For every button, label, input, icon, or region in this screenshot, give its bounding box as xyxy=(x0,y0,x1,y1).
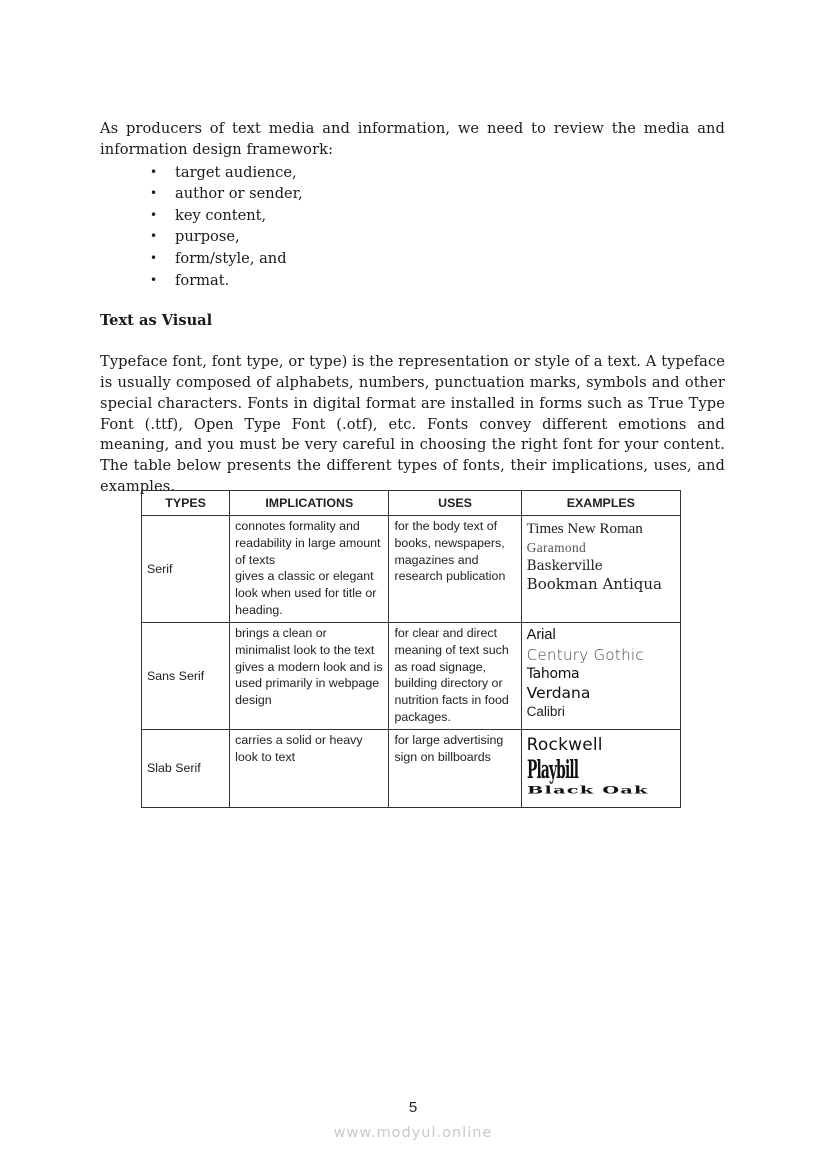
table-row xyxy=(142,516,681,623)
list-item: • target audience, xyxy=(175,162,725,184)
uses-cell: for the body text of books, newspapers, magazines and research publication xyxy=(389,516,521,623)
type-cell: Serif xyxy=(142,516,230,623)
bullet-icon: • xyxy=(150,229,158,244)
example-font: Verdana xyxy=(526,684,591,702)
section-heading: Text as Visual xyxy=(100,312,213,330)
section-paragraph: Typeface font, font type, or type) is the representation or style of a text. A typeface is usually composed of alphabets, numbers, punctuation marks, symbols and other special characters. Fonts in digital format are installed in forms such as True Type Font (.ttf), Open Type Font (.otf), etc. Fonts convey different emotions and meaning, and you must be very careful in choosing the right font for your content. The table below presents the different types of fonts, their implications, uses, and examples. xyxy=(100,353,725,495)
examples-cell xyxy=(521,516,680,623)
list-item: • author or sender, xyxy=(175,183,725,205)
header-implications: IMPLICATIONS xyxy=(230,491,389,516)
header-uses: USES xyxy=(389,491,521,516)
list-item: • form/style, and xyxy=(175,248,725,270)
example-font: Arial xyxy=(526,627,556,643)
example-font: Baskerville xyxy=(526,558,603,574)
example-font: Garamond xyxy=(526,540,587,555)
bullet-icon: • xyxy=(150,207,158,222)
example-font: Tahoma xyxy=(526,666,580,682)
example-font: Bookman Antiqua xyxy=(526,575,662,593)
bullet-icon: • xyxy=(150,250,158,265)
uses-cell: for clear and direct meaning of text such as road signage, building directory or nutrition facts in food packages. xyxy=(389,623,521,730)
uses-cell: for large advertising sign on billboards xyxy=(389,730,521,808)
example-font: Playbill xyxy=(526,755,578,784)
implications-cell: brings a clean or minimalist look to the text gives a modern look and is used primarily in webpage design xyxy=(230,623,389,730)
list-item: • key content, xyxy=(175,205,725,227)
table-header-row xyxy=(142,491,681,516)
type-cell: Sans Serif xyxy=(142,623,230,730)
example-font: Century Gothic xyxy=(526,646,644,664)
framework-list xyxy=(100,162,725,292)
bullet-icon: • xyxy=(150,164,158,179)
type-cell: Slab Serif xyxy=(142,730,230,808)
watermark: www.modyul.online xyxy=(333,1125,493,1141)
examples-cell xyxy=(521,730,680,808)
example-font: Calibri xyxy=(526,704,565,719)
examples-cell xyxy=(521,623,680,730)
header-types: TYPES xyxy=(142,491,230,516)
example-font: Black Oak xyxy=(526,784,649,796)
header-examples: EXAMPLES xyxy=(521,491,680,516)
bullet-icon: • xyxy=(150,272,158,287)
example-font: Times New Roman xyxy=(526,521,643,537)
page-content xyxy=(100,119,725,498)
table-row xyxy=(142,730,681,808)
font-types-table xyxy=(141,490,681,808)
implications-cell: connotes formality and readability in large amount of texts gives a classic or elegant look when used for title or heading. xyxy=(230,516,389,623)
intro-paragraph: As producers of text media and information, we need to review the media and information design framework: xyxy=(100,120,725,158)
implications-cell: carries a solid or heavy look to text xyxy=(230,730,389,808)
list-item: • purpose, xyxy=(175,226,725,248)
table-row xyxy=(142,623,681,730)
bullet-icon: • xyxy=(150,186,158,201)
example-font: Rockwell xyxy=(526,735,603,755)
list-item: • format. xyxy=(175,270,725,292)
page-number: 5 xyxy=(408,1099,418,1116)
